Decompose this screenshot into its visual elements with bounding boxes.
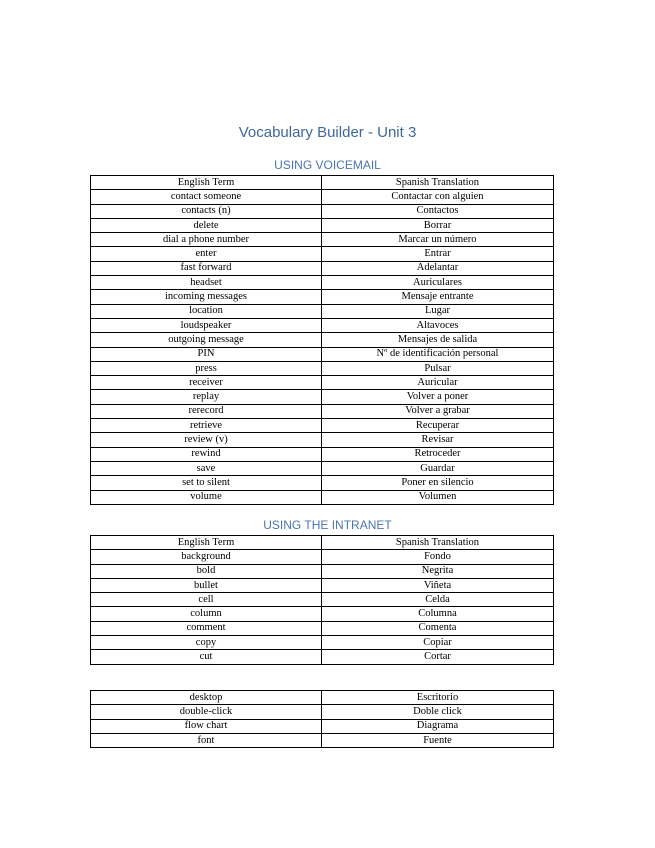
table-row xyxy=(91,390,554,404)
voicemail-vocab-table xyxy=(90,175,554,505)
english-cell: receiver xyxy=(91,376,322,390)
english-cell: background xyxy=(91,550,322,564)
english-cell: English Term xyxy=(91,176,322,190)
spanish-cell: Fondo xyxy=(322,550,554,564)
spanish-cell: Copiar xyxy=(322,636,554,650)
spanish-cell: Doble click xyxy=(322,705,554,719)
english-cell: flow chart xyxy=(91,719,322,733)
english-cell: set to silent xyxy=(91,476,322,490)
table-row xyxy=(91,650,554,664)
spanish-cell: Adelantar xyxy=(322,261,554,275)
english-cell: location xyxy=(91,304,322,318)
document-title: Vocabulary Builder - Unit 3 xyxy=(238,124,417,141)
english-cell: double-click xyxy=(91,705,322,719)
table-row xyxy=(91,218,554,232)
english-cell: contacts (n) xyxy=(91,204,322,218)
table-row xyxy=(91,361,554,375)
english-cell: column xyxy=(91,607,322,621)
spanish-cell: Marcar un número xyxy=(322,233,554,247)
table-row xyxy=(91,347,554,361)
table-row xyxy=(91,261,554,275)
table-row xyxy=(91,550,554,564)
english-cell: comment xyxy=(91,621,322,635)
spanish-cell: Diagrama xyxy=(322,719,554,733)
section-heading-voicemail: USING VOICEMAIL xyxy=(274,158,381,172)
table-row xyxy=(91,233,554,247)
spanish-cell: Columna xyxy=(322,607,554,621)
english-cell: loudspeaker xyxy=(91,318,322,332)
spanish-cell: Revisar xyxy=(322,433,554,447)
spanish-cell: Spanish Translation xyxy=(322,536,554,550)
spanish-cell: Volumen xyxy=(322,490,554,504)
english-cell: cell xyxy=(91,593,322,607)
table-row xyxy=(91,447,554,461)
table-row xyxy=(91,719,554,733)
table-row xyxy=(91,490,554,504)
english-cell: retrieve xyxy=(91,419,322,433)
table-row xyxy=(91,190,554,204)
table-row xyxy=(91,419,554,433)
spanish-cell: Viñeta xyxy=(322,578,554,592)
spanish-cell: Borrar xyxy=(322,218,554,232)
english-cell: contact someone xyxy=(91,190,322,204)
table-row xyxy=(91,476,554,490)
section-heading-intranet: USING THE INTRANET xyxy=(263,518,392,532)
spanish-cell: Entrar xyxy=(322,247,554,261)
spanish-cell: Comenta xyxy=(322,621,554,635)
table-row xyxy=(91,564,554,578)
table-row xyxy=(91,204,554,218)
spanish-cell: Escritorio xyxy=(322,691,554,705)
english-cell: rewind xyxy=(91,447,322,461)
english-cell: font xyxy=(91,733,322,747)
spanish-cell: Pulsar xyxy=(322,361,554,375)
english-cell: cut xyxy=(91,650,322,664)
table-row xyxy=(91,247,554,261)
spanish-cell: Mensaje entrante xyxy=(322,290,554,304)
table-row xyxy=(91,578,554,592)
english-cell: PIN xyxy=(91,347,322,361)
intranet-vocab-table-continued xyxy=(90,690,554,748)
table-row xyxy=(91,593,554,607)
english-cell: outgoing message xyxy=(91,333,322,347)
table-row xyxy=(91,461,554,475)
english-cell: copy xyxy=(91,636,322,650)
table-row xyxy=(91,733,554,747)
table-row xyxy=(91,376,554,390)
english-cell: press xyxy=(91,361,322,375)
spanish-cell: Negrita xyxy=(322,564,554,578)
table-row xyxy=(91,290,554,304)
spanish-cell: Guardar xyxy=(322,461,554,475)
english-cell: volume xyxy=(91,490,322,504)
english-cell: delete xyxy=(91,218,322,232)
english-cell: bullet xyxy=(91,578,322,592)
table-row xyxy=(91,304,554,318)
spanish-cell: Contactar con alguien xyxy=(322,190,554,204)
table-row xyxy=(91,636,554,650)
table-row xyxy=(91,433,554,447)
english-cell: fast forward xyxy=(91,261,322,275)
table-row xyxy=(91,705,554,719)
english-cell: rerecord xyxy=(91,404,322,418)
spanish-cell: Spanish Translation xyxy=(322,176,554,190)
spanish-cell: Mensajes de salida xyxy=(322,333,554,347)
spanish-cell: Auricular xyxy=(322,376,554,390)
english-cell: bold xyxy=(91,564,322,578)
spanish-cell: Auriculares xyxy=(322,276,554,290)
english-cell: headset xyxy=(91,276,322,290)
table-row xyxy=(91,607,554,621)
table-header-row xyxy=(91,536,554,550)
english-cell: replay xyxy=(91,390,322,404)
spanish-cell: Contactos xyxy=(322,204,554,218)
english-cell: dial a phone number xyxy=(91,233,322,247)
table-row xyxy=(91,333,554,347)
spanish-cell: Retroceder xyxy=(322,447,554,461)
spanish-cell: Volver a grabar xyxy=(322,404,554,418)
english-cell: save xyxy=(91,461,322,475)
table-row xyxy=(91,404,554,418)
spanish-cell: Poner en silencio xyxy=(322,476,554,490)
spanish-cell: Lugar xyxy=(322,304,554,318)
spanish-cell: Altavoces xyxy=(322,318,554,332)
table-row xyxy=(91,318,554,332)
intranet-vocab-table xyxy=(90,535,554,665)
spanish-cell: Celda xyxy=(322,593,554,607)
english-cell: desktop xyxy=(91,691,322,705)
table-row xyxy=(91,621,554,635)
table-row xyxy=(91,691,554,705)
table-header-row xyxy=(91,176,554,190)
english-cell: English Term xyxy=(91,536,322,550)
english-cell: review (v) xyxy=(91,433,322,447)
spanish-cell: Recuperar xyxy=(322,419,554,433)
english-cell: incoming messages xyxy=(91,290,322,304)
spanish-cell: Volver a poner xyxy=(322,390,554,404)
spanish-cell: Nº de identificación personal xyxy=(322,347,554,361)
table-row xyxy=(91,276,554,290)
english-cell: enter xyxy=(91,247,322,261)
spanish-cell: Fuente xyxy=(322,733,554,747)
spanish-cell: Cortar xyxy=(322,650,554,664)
